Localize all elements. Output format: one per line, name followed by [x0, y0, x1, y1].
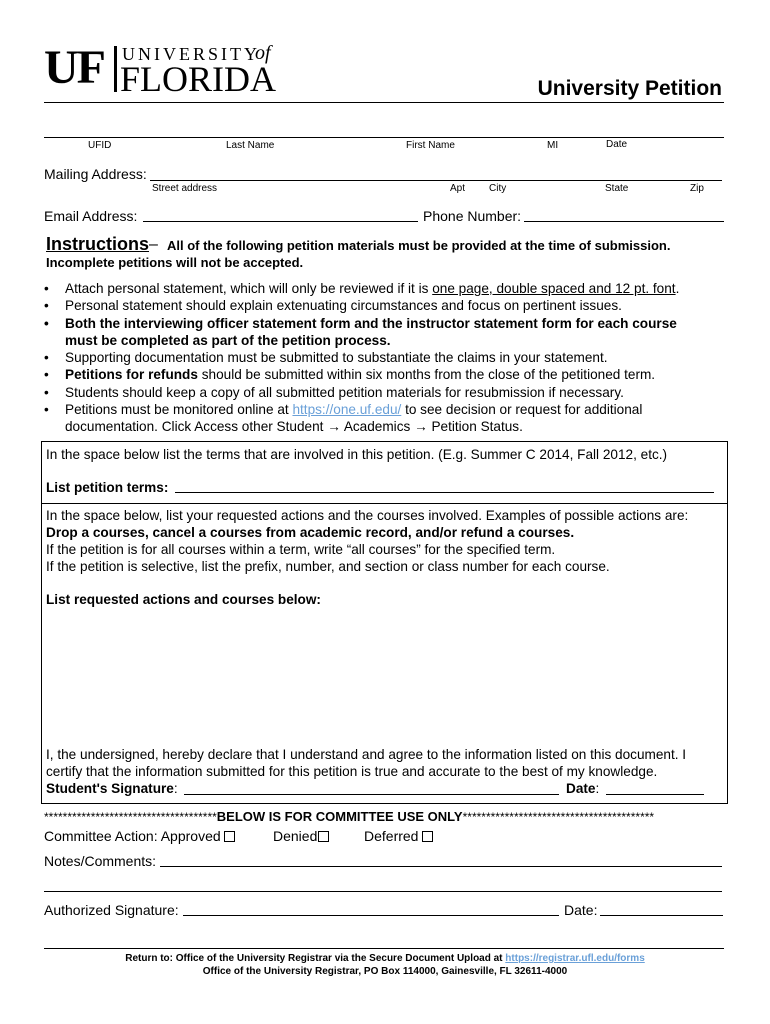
- bullet-icon: •: [44, 315, 49, 331]
- list-item: [44, 281, 734, 298]
- list-item: [44, 367, 734, 384]
- mailing-address-label: Mailing Address:: [44, 166, 147, 182]
- bullet-text: should be submitted within six months from the close of the petitioned term.: [197, 367, 656, 383]
- bullet-underlined-text: one page, double spaced and 12 pt. font: [432, 281, 676, 296]
- committee-banner-text: BELOW IS FOR COMMITTEE USE ONLY: [216, 810, 463, 824]
- student-date-input[interactable]: [606, 794, 704, 795]
- list-item: [44, 298, 734, 315]
- registrar-forms-link[interactable]: https://registrar.ufl.edu/forms: [505, 953, 645, 964]
- instructions-lead-line2: Incomplete petitions will not be accepted.: [46, 255, 304, 270]
- list-item: [44, 316, 734, 350]
- committee-date-input[interactable]: [600, 915, 723, 916]
- bullet-text: Attach personal statement, which will only be reviewed if it is: [65, 281, 433, 296]
- committee-date-label: Date:: [564, 902, 598, 918]
- street-address-label: Street address: [152, 183, 218, 194]
- terms-input[interactable]: [175, 492, 714, 493]
- footer-rule: [44, 948, 724, 949]
- instructions-heading: Instructions: [46, 234, 150, 254]
- bullet-text: Students should keep a copy of all submitted petition materials for resubmission if necessary.: [65, 384, 624, 400]
- bullet-text: must be completed as part of the petition process.: [65, 332, 391, 348]
- email-address-input[interactable]: [143, 221, 418, 222]
- footer-line1: [0, 952, 770, 965]
- student-date-row: [566, 780, 599, 797]
- terms-instruction: In the space below list the terms that are involved in this petition. (E.g. Summer C 2014, Fall 2012, etc.): [46, 447, 668, 462]
- stars-right: *****************************************: [462, 810, 655, 824]
- deferred-checkbox[interactable]: [422, 831, 433, 842]
- first-name-label: First Name: [406, 140, 455, 151]
- actions-examples: Drop a courses, cancel a courses from academic record, and/or refund a courses.: [46, 525, 575, 540]
- stars-left: *************************************: [44, 810, 217, 824]
- colon: :: [173, 781, 178, 796]
- zip-label: Zip: [690, 183, 704, 194]
- approved-label: Committee Action: Approved: [44, 828, 221, 844]
- actions-instruction-line4: If the petition is selective, list the prefix, number, and section or class number for each course.: [46, 559, 610, 574]
- uf-logo-mark: UF: [44, 41, 104, 94]
- denied-label: Denied: [273, 828, 318, 844]
- bullet-icon: •: [44, 367, 49, 383]
- last-name-label: Last Name: [226, 140, 275, 151]
- instructions-list: [44, 281, 734, 436]
- deferred-option: [364, 828, 433, 844]
- instructions-lead-line1: All of the following petition materials must be provided at the time of submission.: [167, 238, 671, 253]
- student-signature-row: [46, 780, 178, 797]
- bullet-icon: •: [44, 384, 49, 400]
- student-signature-input[interactable]: [184, 794, 559, 795]
- bullet-text: Personal statement should explain extenuating circumstances and focus on pertinent issues.: [65, 298, 622, 314]
- logo-florida-text: FLORIDA: [120, 59, 277, 99]
- student-date-label: Date: [566, 781, 596, 796]
- actions-box: [41, 503, 728, 804]
- mailing-address-input[interactable]: [150, 180, 722, 181]
- bullet-text: Both the interviewing officer statement form and the instructor statement form for each course: [65, 315, 677, 331]
- declaration-line1: I, the undersigned, hereby declare that I understand and agree to the information listed on this document. I: [46, 747, 687, 762]
- list-item: [44, 402, 734, 436]
- notes-comments-label: Notes/Comments:: [44, 853, 157, 869]
- city-label: City: [489, 183, 507, 194]
- header-rule: [44, 102, 724, 103]
- list-item: [44, 350, 734, 367]
- logo-of-text: of: [255, 42, 271, 64]
- bullet-icon: •: [44, 281, 49, 296]
- identity-line[interactable]: [44, 137, 724, 138]
- notes-input-line2[interactable]: [44, 891, 722, 892]
- bullet-icon: •: [44, 402, 49, 418]
- deferred-label: Deferred: [364, 828, 419, 844]
- denied-option: [273, 828, 329, 844]
- email-address-label: Email Address:: [44, 208, 138, 224]
- footer-line2: Office of the University Registrar, PO Box 114000, Gainesville, FL 32611-4000: [202, 966, 568, 977]
- logo-divider: [114, 46, 117, 92]
- bullet-text: .: [675, 281, 680, 296]
- committee-action-label: [44, 828, 235, 844]
- phone-number-input[interactable]: [524, 221, 724, 222]
- logo-university-text: UNIVERSITY: [122, 44, 260, 64]
- actions-list-label: List requested actions and courses below:: [46, 592, 321, 607]
- footer-return-text: Return to: Office of the University Registrar via the Secure Document Upload at: [125, 953, 506, 964]
- notes-input-line1[interactable]: [160, 866, 722, 867]
- date-label: Date: [606, 139, 628, 150]
- declaration-line2: certify that the information submitted for this petition is true and accurate to the best of my knowledge.: [46, 764, 658, 779]
- approved-checkbox[interactable]: [224, 831, 235, 842]
- one-uf-link[interactable]: https://one.uf.edu/: [292, 402, 402, 418]
- bullet-text: to see decision or request for additional: [401, 402, 643, 418]
- actions-instruction-line3: If the petition is for all courses within a term, write “all courses” for the specified term.: [46, 542, 556, 557]
- bullet-text: documentation. Click Access other Student → Academics → Petition Status.: [65, 418, 523, 434]
- actions-textarea[interactable]: [46, 610, 722, 740]
- bullet-text: Petitions must be monitored online at: [65, 402, 293, 418]
- terms-box: [41, 441, 728, 504]
- ufid-label: UFID: [88, 140, 112, 151]
- bullet-icon: •: [44, 349, 49, 365]
- state-label: State: [605, 183, 629, 194]
- phone-number-label: Phone Number:: [423, 208, 522, 224]
- terms-label: List petition terms:: [46, 480, 169, 495]
- denied-checkbox[interactable]: [318, 831, 329, 842]
- bullet-bold-text: Petitions for refunds: [65, 367, 198, 383]
- page-title: University Petition: [537, 77, 722, 100]
- apt-label: Apt: [450, 183, 466, 194]
- mi-label: MI: [547, 140, 559, 151]
- committee-banner: [44, 810, 724, 824]
- instructions-dash: –: [149, 236, 158, 253]
- actions-instruction-line1: In the space below, list your requested actions and the courses involved. Examples of possible actions are:: [46, 508, 689, 523]
- colon: :: [595, 781, 600, 796]
- authorized-signature-label: Authorized Signature:: [44, 902, 179, 918]
- bullet-icon: •: [44, 298, 49, 314]
- bullet-text: Supporting documentation must be submitted to substantiate the claims in your statement.: [65, 349, 608, 365]
- authorized-signature-input[interactable]: [183, 915, 559, 916]
- list-item: [44, 385, 734, 402]
- student-signature-label: Student's Signature: [46, 781, 174, 796]
